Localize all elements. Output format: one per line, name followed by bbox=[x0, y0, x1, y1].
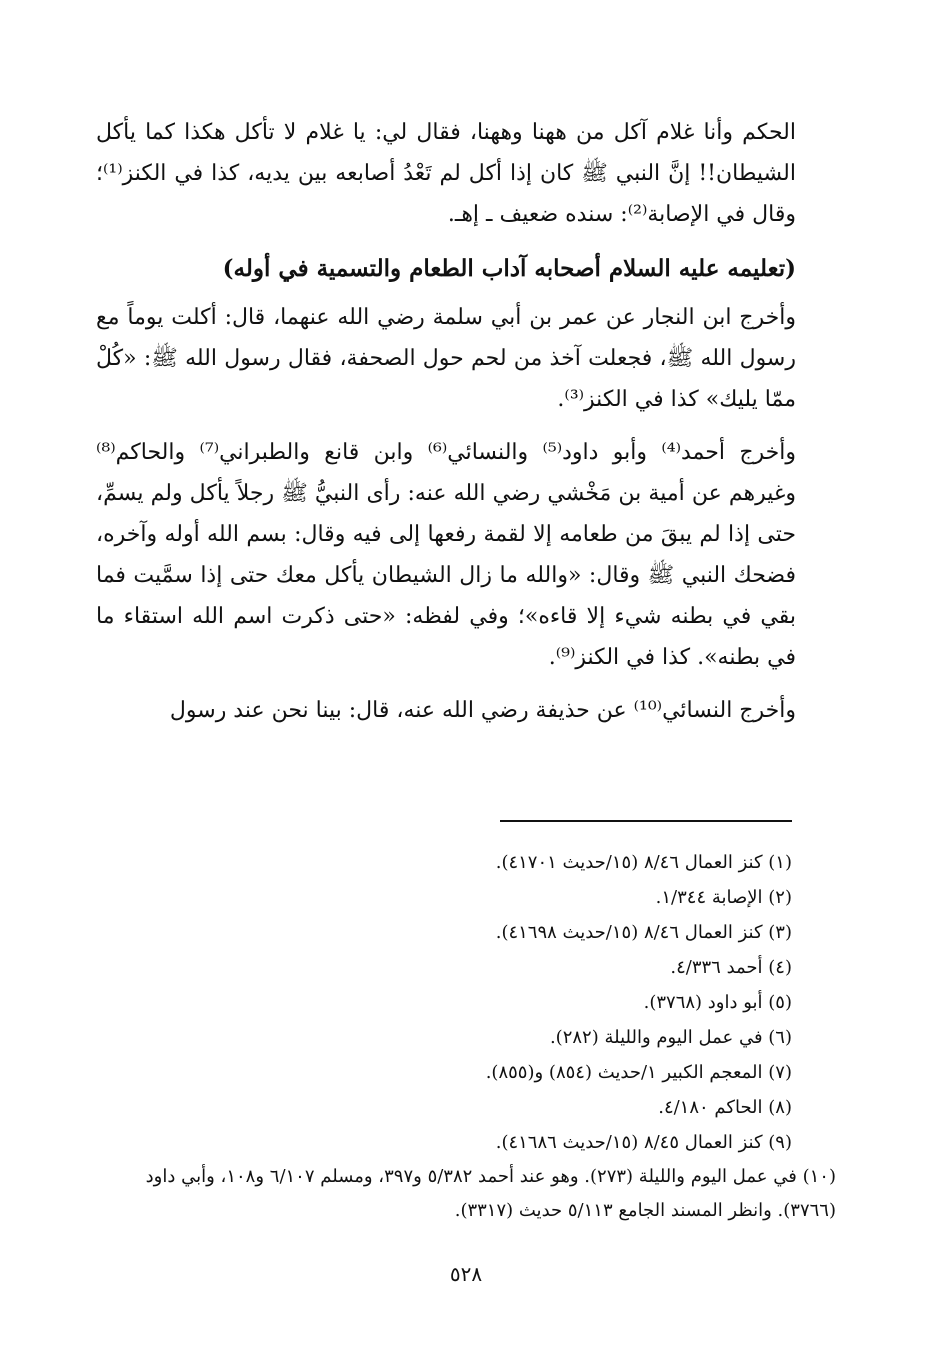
page-number: ٥٢٨ bbox=[449, 1262, 483, 1286]
footnote-8: (٨) الحاكم ٤/١٨٠. bbox=[658, 1097, 792, 1118]
section-heading: (تعليمه عليه السلام أصحابه آداب الطعام والتسمية في أوله) bbox=[222, 255, 796, 282]
footnote-10: (١٠) في عمل اليوم والليلة (٢٧٣). وهو عند أحمد ٥/٣٨٢ و٣٩٧، ومسلم ٦/١٠٧ و١٠٨، وأبي داود (٣٧٦٦). وانظر المسند الجامع ٥/١١٣ حديث (٣٣١٧). bbox=[145, 1166, 836, 1221]
paragraph-2: وأخرج ابن النجار عن عمر بن أبي سلمة رضي الله عنهما، قال: أكلت يوماً مع رسول الله ﷺ، فجعلت آخذ من لحم حول الصحفة، فقال رسول الله ﷺ: «كُلْ ممّا يليك» كذا في الكنز⁽³⁾. bbox=[96, 305, 796, 412]
footnotes bbox=[96, 845, 836, 1228]
paragraph-4: وأخرج النسائي⁽¹⁰⁾ عن حذيفة رضي الله عنه، قال: بينا نحن عند رسول bbox=[169, 698, 796, 723]
paragraph-3: وأخرج أحمد⁽⁴⁾ وأبو داود⁽⁵⁾ والنسائي⁽⁶⁾ وابن قانع والطبراني⁽⁷⁾ والحاكم⁽⁸⁾ وغيرهم عن أمية بن مَخْشي رضي الله عنه: رأى النبيُّ ﷺ رجلاً يأكل ولم يسمِّ، حتى إذا لم يبقَ من طعامه إلا لقمة رفعها إلى فيه وقال: بسم الله أوله وآخره، فضحك النبي ﷺ وقال: «والله ما زال الشيطان يأكل معك حتى إذا سمَّيت فما بقي في بطنه شيء إلا قاءه»؛ وفي لفظه: «حتى ذكرت اسم الله استقاء ما في بطنه». كذا في الكنز⁽⁹⁾. bbox=[96, 440, 797, 670]
footnote-6: (٦) في عمل اليوم والليلة (٢٨٢). bbox=[549, 1027, 792, 1048]
footnote-divider bbox=[500, 820, 792, 822]
footnote-9: (٩) كنز العمال ٨/٤٥ (١٥/حديث ٤١٦٨٦). bbox=[495, 1132, 792, 1153]
footnote-4: (٤) أحمد ٤/٣٣٦. bbox=[670, 957, 792, 978]
footnote-3: (٣) كنز العمال ٨/٤٦ (١٥/حديث ٤١٦٩٨). bbox=[495, 922, 792, 943]
paragraph-1: الحكم وأنا غلام آكل من ههنا وههنا، فقال لي: يا غلام لا تأكل هكذا كما يأكل الشيطان!! إنَّ النبي ﷺ كان إذا أكل لم تَعْدُ أصابعه بين يديه، كذا في الكنز⁽¹⁾؛ وقال في الإصابة⁽²⁾: سنده ضعيف ـ إهـ. bbox=[96, 120, 796, 227]
main-text bbox=[96, 112, 796, 743]
footnote-5: (٥) أبو داود (٣٧٦٨). bbox=[643, 992, 792, 1013]
footnote-1: (١) كنز العمال ٨/٤٦ (١٥/حديث ٤١٧٠١). bbox=[495, 852, 792, 873]
footnote-2: (٢) الإصابة ١/٣٤٤. bbox=[655, 887, 792, 908]
footnote-7: (٧) المعجم الكبير ١/حديث (٨٥٤) و(٨٥٥). bbox=[485, 1062, 792, 1083]
